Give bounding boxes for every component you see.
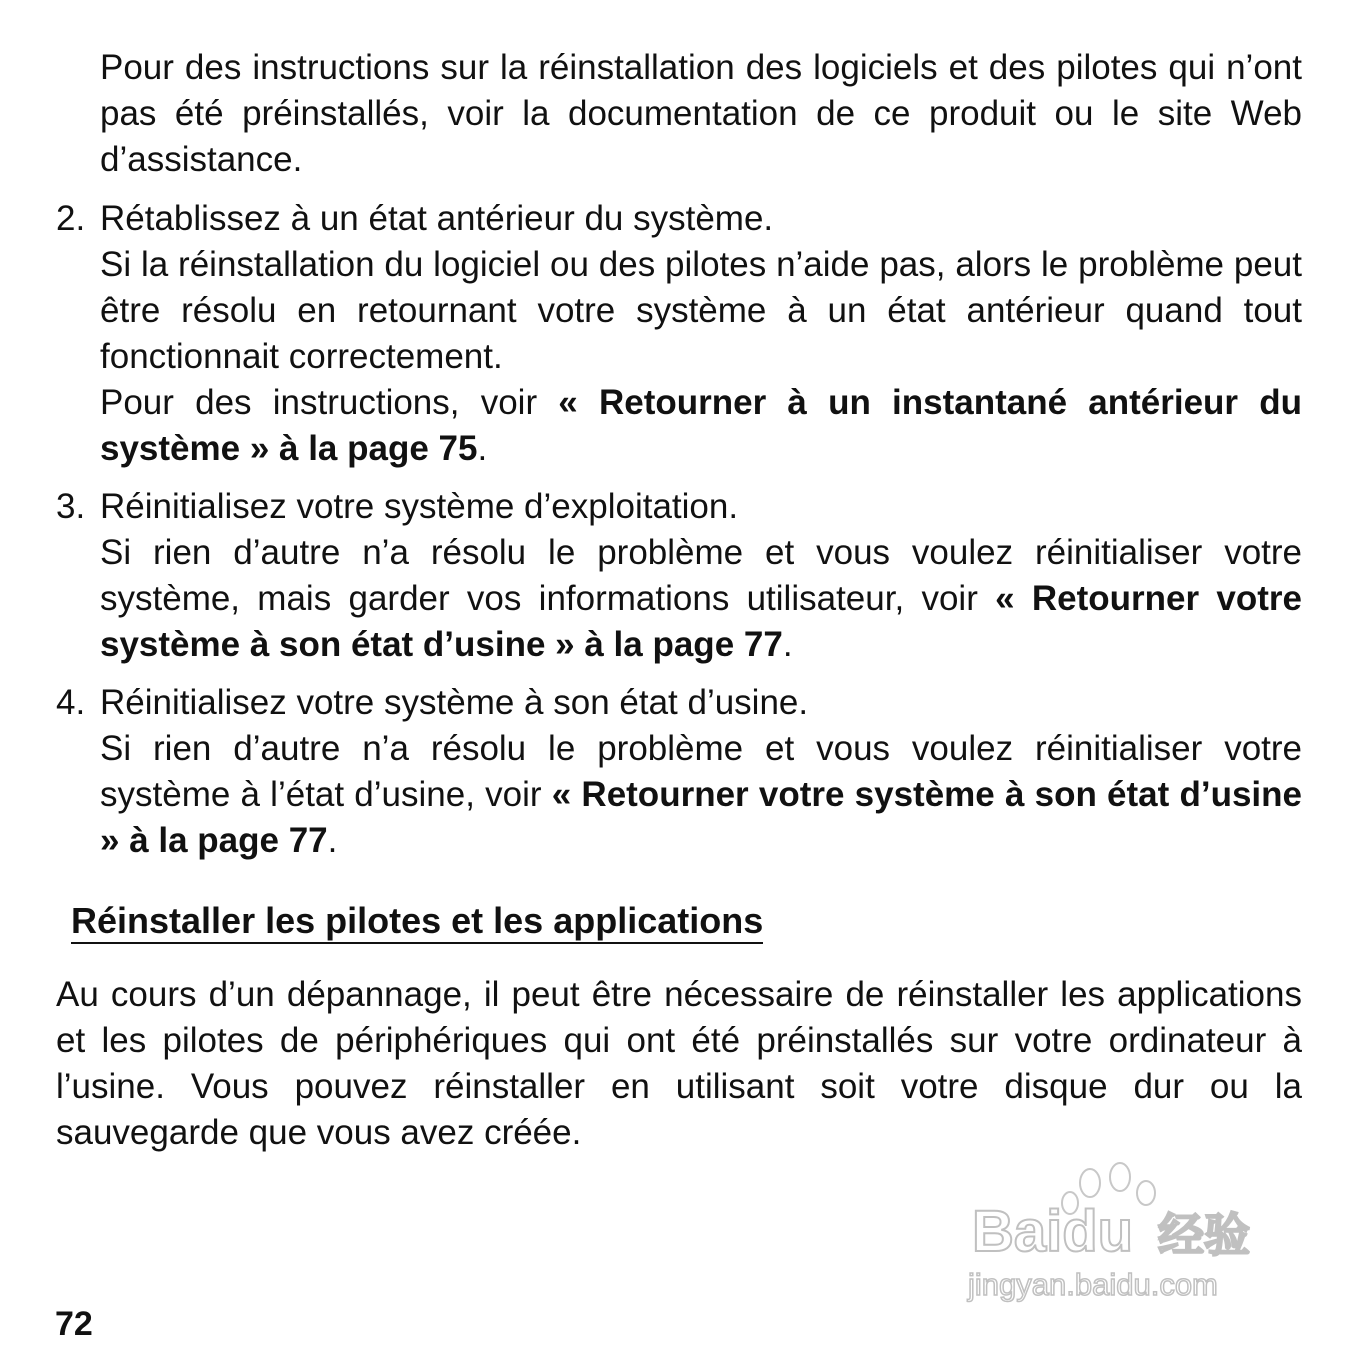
- cross-reference-link[interactable]: « Retourner votre système à son état d’usine » à la page 77: [100, 579, 1302, 664]
- section-heading: [71, 898, 763, 944]
- reference-suffix: .: [327, 821, 338, 860]
- continuation-paragraph: Pour des instructions sur la réinstallation des logiciels et des pilotes qui n’ont pas été préinstallés, voir la documentation de ce produit ou le site Web d’assistance.: [100, 48, 1302, 179]
- baidu-watermark: [960, 1155, 1280, 1310]
- step-title: Rétablissez à un état antérieur du système.: [100, 199, 774, 238]
- step-reference: [100, 380, 1302, 472]
- step-description: [100, 530, 1302, 668]
- description-text: Si rien d’autre n’a résolu le problème et vous voulez réinitialiser votre système, mais garder vos informations utilisateur, voir: [100, 533, 1302, 618]
- cross-reference-link[interactable]: « Retourner à un instantané antérieur du système » à la page 75: [100, 383, 1302, 468]
- section-heading-text: Réinstaller les pilotes et les applications: [71, 900, 763, 944]
- step-title: Réinitialisez votre système d’exploitation.: [100, 487, 739, 526]
- step-title: Réinitialisez votre système à son état d’usine.: [100, 683, 809, 722]
- cross-reference-link[interactable]: « Retourner votre système à son état d’usine » à la page 77: [100, 775, 1302, 860]
- reference-prefix: Pour des instructions, voir: [100, 383, 559, 422]
- page-number: 72: [55, 1305, 93, 1343]
- watermark-url: jingyan.baidu.com: [968, 1267, 1218, 1302]
- step-number: 2.: [56, 199, 86, 238]
- section-body: Au cours d’un dépannage, il peut être nécessaire de réinstaller les applications et les pilotes de périphériques qui ont été préinstallés sur votre ordinateur à l’usine. Vous pouvez réinstaller en utilisant soit votre disque dur ou la sauvegarde que vous avez créée.: [56, 975, 1302, 1152]
- step-description: Si la réinstallation du logiciel ou des pilotes n’aide pas, alors le problème peut être résolu en retournant votre système à un état antérieur quand tout fonctionnait correctement.: [100, 245, 1302, 376]
- reference-suffix: .: [782, 625, 793, 664]
- step-number: 3.: [56, 487, 86, 526]
- step-number: 4.: [56, 683, 86, 722]
- step-description: [100, 726, 1302, 864]
- reference-suffix: .: [477, 429, 488, 468]
- description-text: Si rien d’autre n’a résolu le problème et vous voulez réinitialiser votre système à l’état d’usine, voir: [100, 729, 1302, 814]
- watermark-brand: Baidu: [972, 1199, 1134, 1264]
- watermark-chinese: 经验: [1158, 1208, 1250, 1262]
